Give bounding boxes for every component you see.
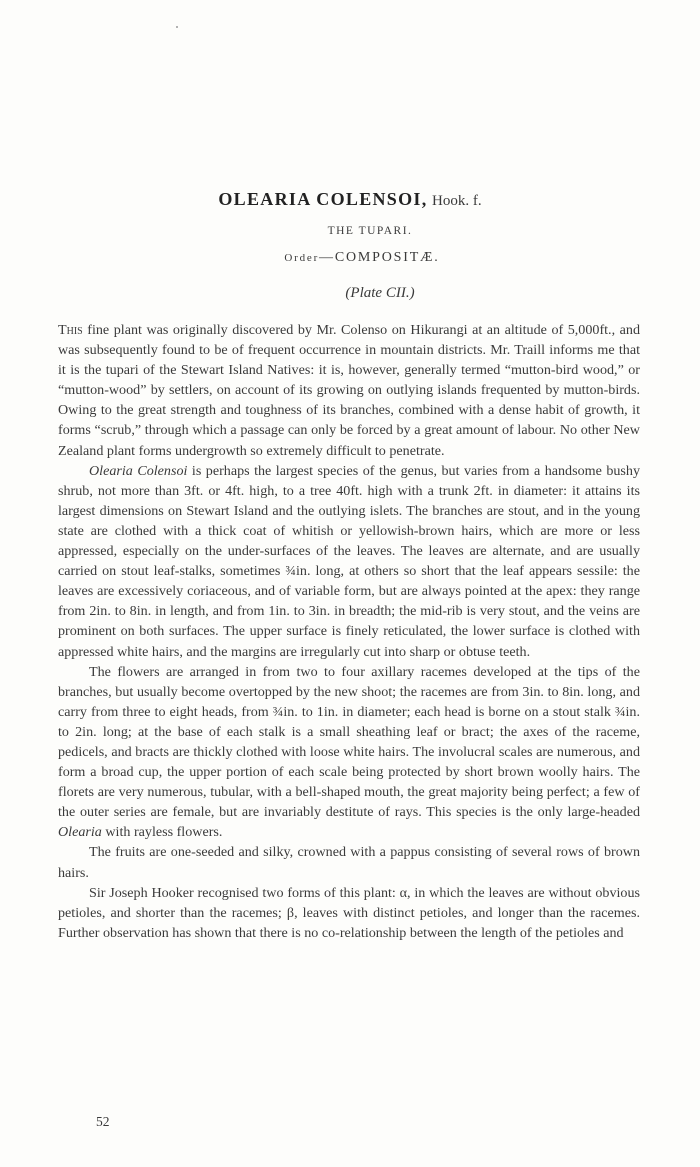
- authority: Hook. f.: [432, 193, 482, 209]
- paragraph-5: Sir Joseph Hooker recognised two forms of this plant: α, in which the leaves are without obvious petioles, and shorter than the racemes; β, leaves with distinct petioles, and longer than the racemes. Further observation has shown that there is no co-relationship between the length of the petioles and: [58, 884, 640, 941]
- paragraph-text: is perhaps the largest species of the genus, but varies from a handsome bushy shrub, not more than 3ft. or 4ft. high, to a tree 40ft. high with a trunk 2ft. in diameter: it attains its largest dimensions on Stewart Island and the outlying islets. The branches are stout, and in the young state are clothed with a thick coat of whitish or yellowish-brown hairs, which are more or less appressed, especially on the under-surfaces of the leaves. The leaves are alternate, and are usually carried on stout leaf-stalks, sometimes ¾in. long, at others so short that the leaf appears sessile: the leaves are excessively coriaceous, and of variable form, but are always pointed at the apex: they range from 2in. to 8in. in length, and from 1in. to 3in. in breadth; the mid-rib is very stout, and the veins are prominent on both surfaces. The upper surface is finely reticulated, the lower surface is clothed with appressed white hairs, and the margins are irregularly cut into sharp or obtuse teeth.: [58, 462, 641, 660]
- article-body: [58, 320, 640, 943]
- order-value: COMPOSITÆ.: [334, 250, 440, 265]
- paragraph-2: [58, 461, 640, 662]
- order-line: [12, 250, 700, 266]
- order-label: Order: [284, 252, 320, 264]
- italic-genus-name: Olearia: [58, 824, 102, 841]
- scientific-name: OLEARIA COLENSOI,: [218, 189, 428, 209]
- paragraph-3: [58, 662, 640, 843]
- paragraph-text: The flowers are arranged in from two to four axillary racemes developed at the tips of the branches, but usually become overtopped by the new shoot; the racemes are from 3in. to 8in. long, and carry from three to eight heads, from ¾in. to 1in. in diameter; each head is borne on a stout stalk ¾in. to 2in. long; at the base of each stalk is a small sheathing leaf or bract; the axes of the raceme, pedicels, and bracts are thickly clothed with loose white hairs. The involucral scales are numerous, and form a broad cup, the upper portion of each scale being protected by short brown woolly hairs. The florets are very numerous, tubular, with a bell-shaped mouth, the great majority being perfect; a few of the outer series are female, but are invariably destitute of rays. This species is the only large-headed: [58, 663, 640, 821]
- common-name: THE TUPARI.: [327, 225, 413, 237]
- order-dash: —: [319, 250, 335, 265]
- page-number: 52: [96, 1114, 110, 1129]
- paragraph-text: fine plant was originally discovered by Mr. Colenso on Hikurangi at an altitude of 5,000ft., and was subsequently found to be of frequent occurrence in mountain districts. Mr. Traill informs me that it is the tupari of the Stewart Island Natives: it is, however, generally termed “mutton-bird wood,” or “mutton-wood” by settlers, on account of its growing on outlying islands frequented by mutton-birds. Owing to the great strength and toughness of its branches, combined with a dense habit of growth, it forms “scrub,” through which a passage can only be forced by a great amount of labour. No other New Zealand plant forms undergrowth so extremely difficult to penetrate.: [58, 322, 640, 459]
- paragraph-lead: This: [58, 322, 83, 338]
- paragraph-text-end: with rayless flowers.: [101, 824, 223, 841]
- plate-reference: (Plate CII.): [345, 285, 415, 301]
- paragraph-4: The fruits are one-seeded and silky, crowned with a pappus consisting of several rows of brown hairs.: [58, 844, 640, 881]
- page-title: [0, 189, 700, 210]
- paragraph-1: [58, 320, 640, 461]
- italic-species-name: Olearia Colensoi: [89, 462, 188, 479]
- print-speck: [176, 26, 178, 28]
